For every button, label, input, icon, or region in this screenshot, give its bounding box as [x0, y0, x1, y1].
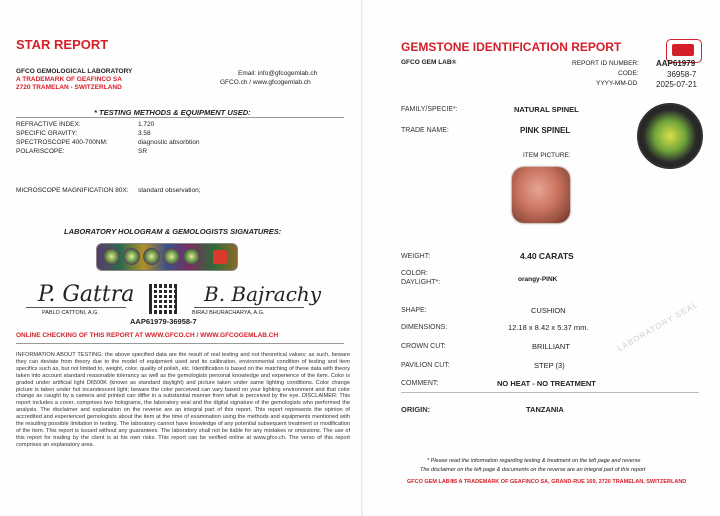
lab-web[interactable]: GFCO.ch / www.gfcogemlab.ch: [220, 79, 311, 86]
gemologist-2-name: BIRAJ BHURACHARYA, A.G.: [192, 310, 265, 316]
crown-cut-label: CROWN CUT:: [401, 343, 446, 350]
method-label: SPECIFIC GRAVITY:: [16, 130, 78, 137]
date-label: YYYY-MM-DD: [596, 80, 638, 87]
watermark-text: LABORATORY SEAL: [615, 299, 700, 354]
family-value: NATURAL SPINEL: [514, 105, 579, 114]
footer-brand: GFCO GEM LAB®: [407, 479, 454, 485]
weight-label: WEIGHT:: [401, 253, 431, 260]
signature-cattoni: P. Gattra: [38, 282, 135, 307]
signature-bhuracharya: B. Bajrachy: [204, 282, 322, 306]
footer-trademark: IS A TRADEMARK OF GEAFINCO SA, GRAND-RUE 169, 2720 TRAMELAN, SWITZERLAND: [452, 479, 687, 485]
footnote-2: The disclaimer on the left page & documents on the reverse are an integral part of this report: [420, 467, 646, 473]
lab-name: GFCO GEMOLOGICAL LABORATORY: [16, 68, 133, 75]
origin-rule: [401, 392, 699, 393]
microscope-label: MICROSCOPE MAGNIFICATION 80X:: [16, 187, 129, 194]
lab-hologram: [96, 243, 238, 271]
comment-label: COMMENT:: [401, 380, 439, 387]
dimensions-label: DIMENSIONS:: [401, 324, 448, 331]
dimensions-value: 12.18 x 8.42 x 5.37 mm.: [508, 323, 589, 332]
methods-title: * TESTING METHODS & EQUIPMENT USED:: [94, 108, 251, 117]
color-value: orangy-PINK: [518, 276, 558, 283]
qr-code[interactable]: [149, 284, 179, 314]
signature-line: [194, 307, 304, 308]
lab-address: 2720 TRAMELAN - SWITZERLAND: [16, 84, 122, 91]
method-label: POLARISCOPE:: [16, 148, 65, 155]
item-picture-label: ITEM PICTURE:: [523, 152, 571, 159]
report-code: AAP61979-36958-7: [130, 317, 197, 326]
method-value: SR: [138, 148, 148, 155]
hologram-title: LABORATORY HOLOGRAM & GEMOLOGISTS SIGNATURES:: [64, 227, 282, 236]
gemstone-photo: [512, 167, 570, 223]
origin-label: ORIGIN:: [401, 405, 431, 414]
star-report-title: STAR REPORT: [16, 37, 109, 52]
pavilion-cut-value: STEP (3): [534, 361, 565, 370]
method-value: diagnostic absorbtion: [138, 139, 200, 146]
color-label: COLOR:: [401, 270, 428, 277]
lab-seal-hologram: [637, 103, 703, 169]
shape-label: SHAPE:: [401, 307, 427, 314]
method-label: SPECTROSCOPE 400-700NM:: [16, 139, 108, 146]
online-check[interactable]: ONLINE CHECKING OF THIS REPORT AT WWW.GFCO.CH / WWW.GFCOGEMLAB.CH: [16, 332, 279, 339]
daylight-label: DAYLIGHT*:: [401, 279, 441, 286]
signature-line: [26, 307, 126, 308]
footnote-1: * Please read the information regarding testing & treatment on the left page and reverse: [427, 458, 641, 464]
lab-trademark: A TRADEMARK OF GEAFINCO SA: [16, 76, 122, 83]
method-label: REFRACTIVE INDEX:: [16, 121, 81, 128]
family-label: FAMILY/SPECIE*:: [401, 106, 458, 113]
report-id: AAP61979: [656, 59, 696, 68]
method-value: 1.720: [138, 121, 155, 128]
microscope-value: standard observation;: [138, 187, 201, 194]
disclaimer-text: INFORMATION ABOUT TESTING: the above specified data are the result of real testing and not theoretical values; as such, beware they can deviate from theory due to the model of equipment used and its calibration, environmental condition of testing and item specifics such as, but not limited to, weight, color, quality of polish, etc. Identification is based on the matching of these data with theory taken into account standard reasonable tolerancy as well as the gemologists personal knowledge and experience of the item. Color is graded under artificial light D6500K (known as standard daylight) and picture taken under same lighting conditions. Color change picture is taken under hot incandescent light; beware the color perceived can vary based on your lighting environment and that color change as caught by a camera and printed can differ in a substantial manner from what is perceived by the eye. DISCLAIMER: This report includes a cover, comprises two holograms, the laboratory seal and the digital signature of the gemologists who performed the analysis. The disclaimer and explanation on the reverse are an integral part of this report. This report represents the opinion of accredited and experienced gemologists about the item at the time of examination using the methods and equipments mentioned with the resulting possible limitation in testing. The laboratory cannot have knowledge of any potential subsequent treatment or modification of the item. This report is issued without any guarantees. The laboratory shall not be liable for any mistakes or omissions. The use of this report for trading by the client is at his own risks. This report can be verified online at www.gfco.ch. The verso of this report comprises an explanatory area.: [16, 352, 350, 448]
comment-value: NO HEAT - NO TREATMENT: [497, 379, 596, 388]
date-value: 2025-07-21: [656, 80, 697, 89]
report-id-label: REPORT ID NUMBER:: [572, 60, 639, 67]
gemstone-report-title: GEMSTONE IDENTIFICATION REPORT: [401, 40, 622, 54]
crown-cut-value: BRILLIANT: [532, 342, 570, 351]
trade-name-value: PINK SPINEL: [520, 126, 571, 135]
code-label: CODE:: [618, 70, 639, 77]
gemologist-1-name: PABLO CATTONI, A.G.: [42, 310, 99, 316]
code-value: 36958-7: [667, 70, 697, 79]
lab-email[interactable]: Email: info@gfcogemlab.ch: [238, 70, 318, 77]
weight-value: 4.40 CARATS: [520, 251, 574, 261]
disclaimer-rule: [16, 343, 344, 344]
trade-name-label: TRADE NAME:: [401, 127, 449, 134]
origin-value: TANZANIA: [526, 405, 564, 414]
methods-rule: [16, 117, 344, 118]
page-fold: [361, 0, 363, 516]
method-value: 3.58: [138, 130, 151, 137]
pavilion-cut-label: PAVILION CUT:: [401, 362, 450, 369]
brand-name: GFCO GEM LAB®: [401, 59, 457, 66]
shape-value: CUSHION: [531, 306, 566, 315]
